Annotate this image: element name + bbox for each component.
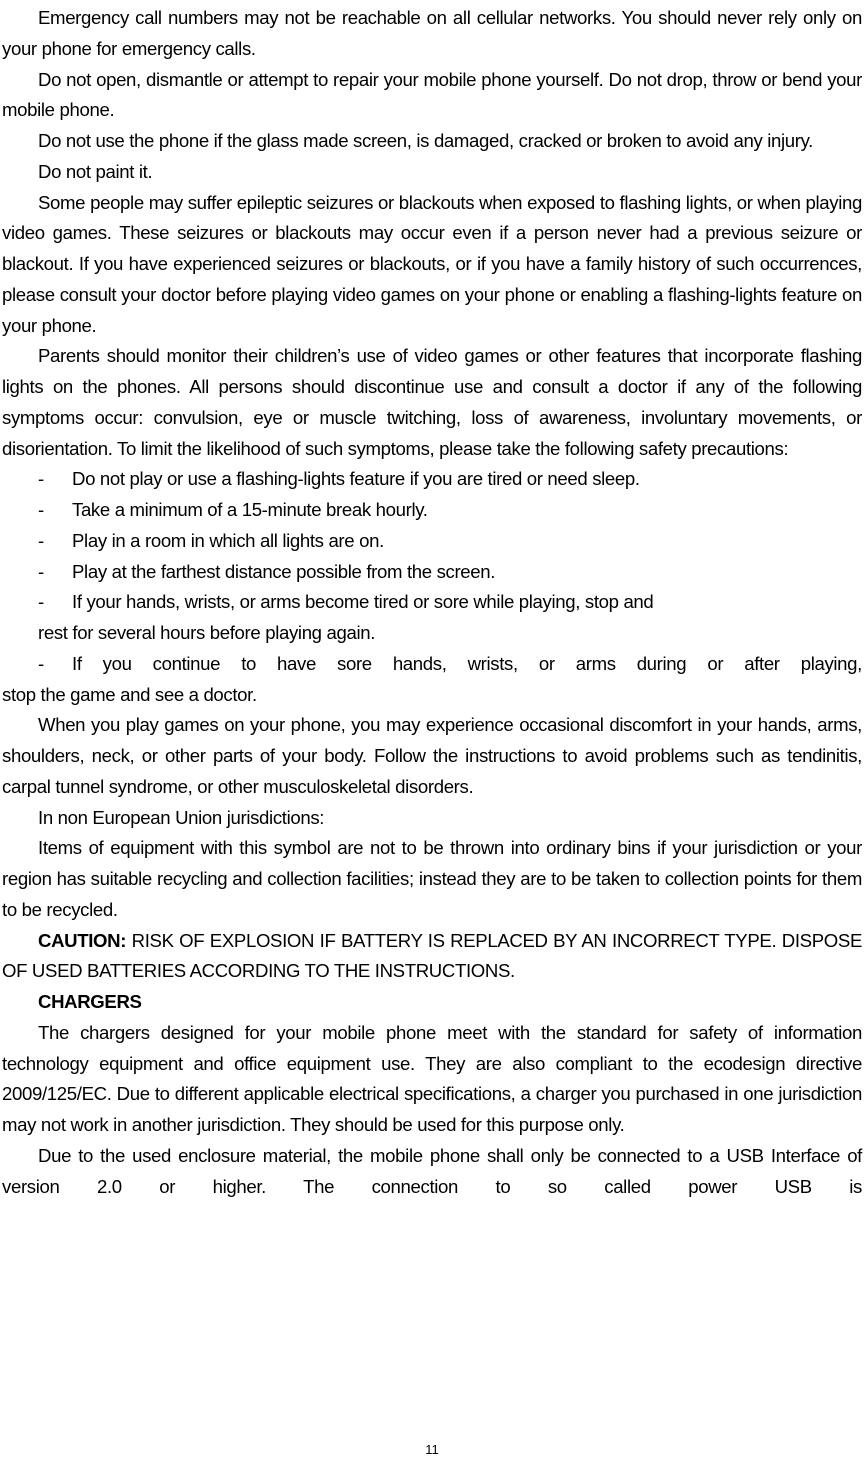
caution-text: RISK OF EXPLOSION IF BATTERY IS REPLACED BY AN INCORRECT TYPE. DISPOSE OF USED BATTERIES ACCORDING TO THE INSTRUCTIONS. (2, 929, 862, 982)
bullet-text: If you continue to have sore hands, wrists, or arms during or after playing, (72, 652, 862, 674)
bullet-text: Play at the farthest distance possible from the screen. (72, 560, 496, 582)
bullet-dash: - (38, 499, 44, 520)
list-item (2, 495, 862, 526)
paragraph-do-not-open: Do not open, dismantle or attempt to repair your mobile phone yourself. Do not drop, throw or bend your mobile phone. (2, 68, 862, 121)
page-number: 11 (425, 1442, 439, 1457)
paragraph-chargers: The chargers designed for your mobile phone meet with the standard for safety of information technology equipment and office equipment use. They are also compliant to the ecodesign directive 2009/125/EC. Due to different applicable electrical specifications, a charger you purchased in one jurisdiction may not work in another jurisdiction. They should be used for this purpose only. (2, 1021, 862, 1135)
bullet-dash: - (38, 652, 44, 674)
paragraph-caution (2, 926, 862, 988)
paragraph-usb-interface: Due to the used enclosure material, the mobile phone shall only be connected to a USB Interface of version 2.0 or higher. The connection to so called power USB is (2, 1144, 862, 1197)
bullet-text: Play in a room in which all lights are on. (72, 529, 384, 551)
bullet-dash: - (38, 591, 44, 613)
list-item (2, 587, 862, 618)
list-item (2, 649, 862, 680)
list-item (2, 464, 862, 495)
bullet-dash: - (38, 529, 44, 551)
paragraph-do-not-paint: Do not paint it. (38, 160, 153, 182)
chargers-heading: CHARGERS (38, 991, 142, 1012)
paragraph-stop-the-game: stop the game and see a doctor. (2, 683, 257, 705)
list-item (2, 526, 862, 557)
bullet-dash: - (38, 560, 44, 582)
bullet-dash: - (38, 468, 44, 490)
bullet-text: Take a minimum of a 15-minute break hourly. (72, 499, 428, 520)
paragraph-recycling: Items of equipment with this symbol are not to be thrown into ordinary bins if your jurisdiction or your region has suitable recycling and collection facilities; instead they are to be taken to collection points for them to be recycled. (2, 837, 862, 920)
document-body (2, 3, 862, 1202)
paragraph-rest-several-hours: rest for several hours before playing again. (38, 622, 376, 643)
paragraph-glass-screen: Do not use the phone if the glass made screen, is damaged, cracked or broken to avoid any injury. (38, 130, 813, 151)
bullet-text: Do not play or use a flashing-lights feature if you are tired or need sleep. (72, 468, 640, 490)
paragraph-emergency-calls: Emergency call numbers may not be reachable on all cellular networks. You should never rely only on your phone for emergency calls. (2, 7, 862, 59)
paragraph-parents-monitor: Parents should monitor their children’s use of video games or other features that incorporate flashing lights on the phones. All persons should discontinue use and consult a doctor if any of the following symptoms occur: convulsion, eye or muscle twitching, loss of awareness, involuntary movements, or disorientation. To limit the likelihood of such symptoms, please take the following safety precautions: (2, 345, 862, 459)
caution-label: CAUTION: (38, 929, 127, 951)
paragraph-epileptic-seizures: Some people may suffer epileptic seizures or blackouts when exposed to flashing lights, or when playing video games. These seizures or blackouts may occur even if a person never had a previous seizure or blackout. If you have experienced seizures or blackouts, or if you have a family history of such occurrences, please consult your doctor before playing video games on your phone or enabling a flashing-lights feature on your phone. (2, 191, 862, 336)
list-item (2, 557, 862, 588)
paragraph-non-eu: In non European Union jurisdictions: (38, 806, 325, 828)
paragraph-discomfort: When you play games on your phone, you may experience occasional discomfort in your hands, arms, shoulders, neck, or other parts of your body. Follow the instructions to avoid problems such as tendinitis, carpal tunnel syndrome, or other musculoskeletal disorders. (2, 714, 862, 797)
bullet-text: If your hands, wrists, or arms become tired or sore while playing, stop and (72, 591, 654, 613)
